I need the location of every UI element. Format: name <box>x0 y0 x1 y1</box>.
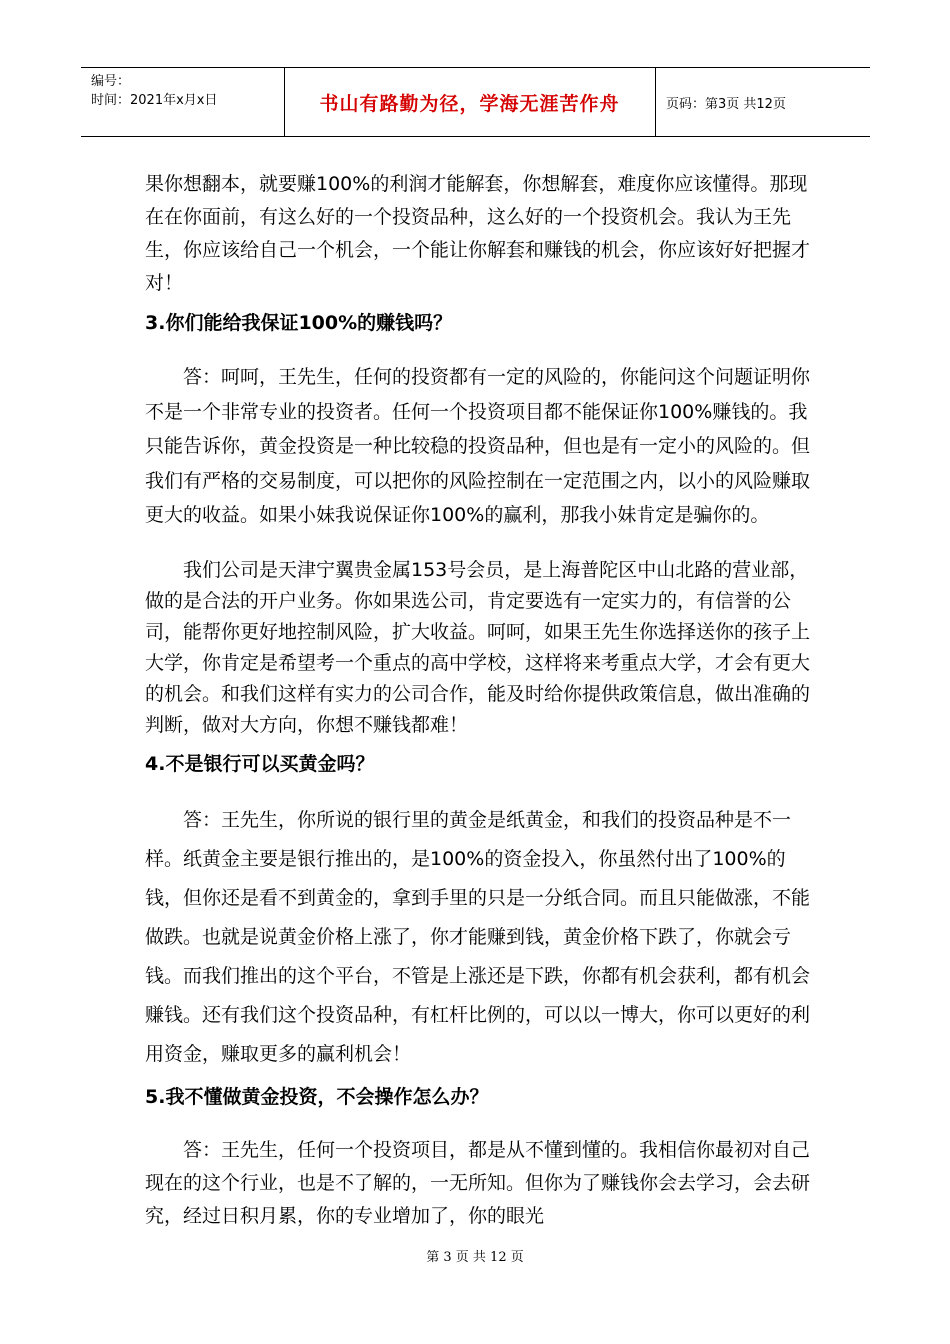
header-divider <box>655 67 656 137</box>
document-body <box>145 168 815 1233</box>
paragraph: 我们公司是天津宁翼贵金属153号会员，是上海普陀区中山北路的营业部，做的是合法的开户业务。你如果选公司，肯定要选有一定实力的，有信誉的公司，能帮你更好地控制风险，扩大收益。呵呵，如果王先生你选择送你的孩子上大学，你肯定是希望考一个重点的高中学校，这样将来考重点大学，才会有更大的机会。和我们这样有实力的公司合作，能及时给你提供政策信息，做出准确的判断，做对大方向，你想不赚钱都难！ <box>145 558 811 736</box>
paragraph: 答：王先生，你所说的银行里的黄金是纸黄金，和我们的投资品种是不一样。纸黄金主要是银行推出的，是100%的资金投入，你虽然付出了100%的钱，但你还是看不到黄金的，拿到手里的只是一分纸合同。而且只能做涨，不能做跌。也就是说黄金价格上涨了，你才能赚到钱，黄金价格下跌了，你就会亏钱。而我们推出的这个平台，不管是上涨还是下跌，你都有机会获利，都有机会赚钱。还有我们这个投资品种，有杠杆比例的，可以以一博大，你可以更好的利用资金，赚取更多的赢利机会！ <box>145 808 811 1065</box>
paragraph: 答：呵呵，王先生，任何的投资都有一定的风险的，你能问这个问题证明你不是一个非常专业的投资者。任何一个投资项目都不能保证你100%赚钱的。我只能告诉你，黄金投资是一种比较稳的投资品种，但也是有一定小的风险的。但我们有严格的交易制度，可以把你的风险控制在一定范围之内，以小的风险赚取更大的收益。如果小妹我说保证你100%的赢利，那我小妹肯定是骗你的。 <box>145 366 811 526</box>
paragraph: 果你想翻本，就要赚100%的利润才能解套，你想解套，难度你应该懂得。那现在在你面前，有这么好的一个投资品种，这么好的一个投资机会。我认为王先生，你应该给自己一个机会，一个能让你解套和赚钱的机会，你应该好好把握才对！ <box>145 173 811 294</box>
section-heading: 4.不是银行可以买黄金吗？ <box>145 752 375 775</box>
page-header <box>81 67 870 137</box>
page-footer: 第 3 页 共 12 页 <box>426 1250 524 1265</box>
section-heading: 5.我不懂做黄金投资，不会操作怎么办？ <box>145 1085 489 1108</box>
header-meta <box>91 72 217 110</box>
number-label: 编号： <box>91 74 131 89</box>
section-heading: 3.你们能给我保证100%的赚钱吗？ <box>145 312 453 334</box>
header-page-info: 页码：第3页 共12页 <box>666 97 786 112</box>
header-motto: 书山有路勤为径，学海无涯苦作舟 <box>319 92 620 115</box>
paragraph: 答：王先生，任何一个投资项目，都是从不懂到懂的。我相信你最初对自己现在的这个行业，也是不了解的，一无所知。但你为了赚钱你会去学习，会去研究，经过日积月累，你的专业增加了，你的眼光 <box>145 1138 811 1227</box>
date-line: 时间：2021年x月x日 <box>91 93 218 108</box>
